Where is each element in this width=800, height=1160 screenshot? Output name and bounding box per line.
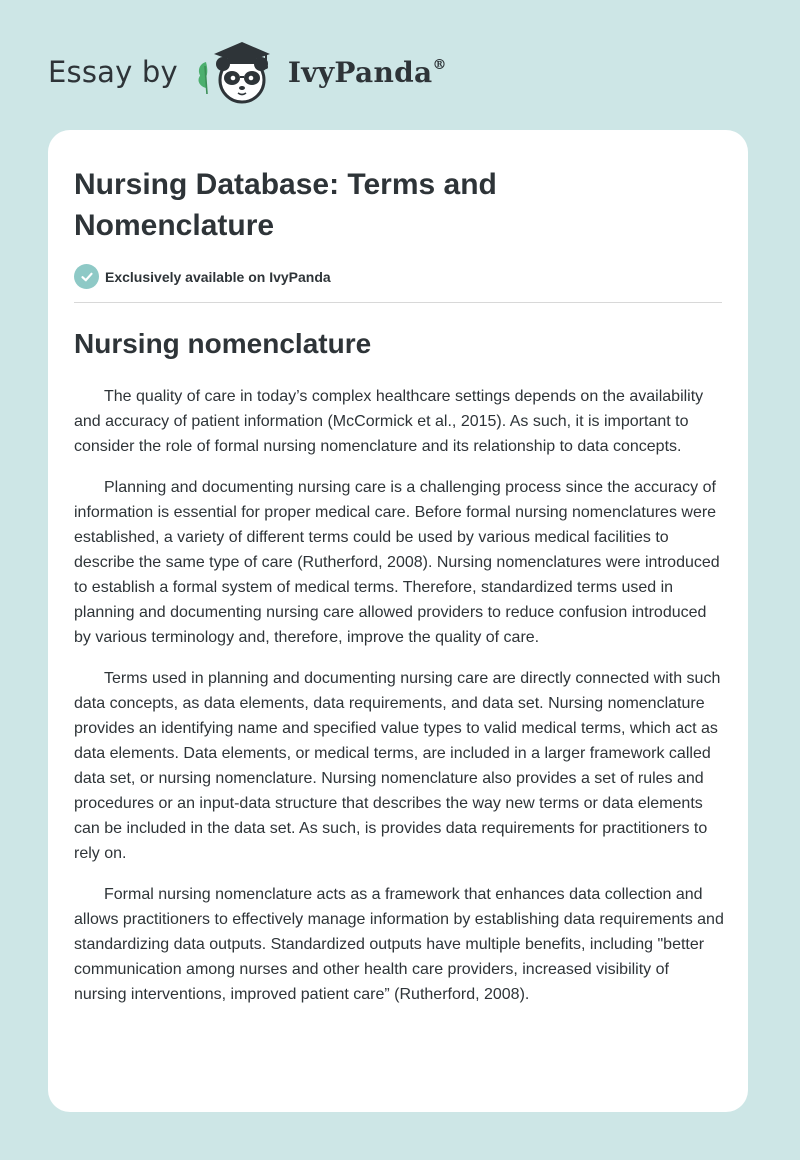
brand-prefix: Essay by xyxy=(48,55,178,89)
check-circle-icon xyxy=(74,264,99,289)
paragraph: Planning and documenting nursing care is a challenging process since the accuracy of information is essential for proper medical care. Before formal nursing nomenclatures were established, a variety of different terms could be used by various medical facilities to describe the same type of care (Rutherford, 2008). Nursing nomenclatures were introduced to establish a formal system of medical terms. Therefore, standardized terms used in planning and documenting nursing care allowed providers to reduce confusion introduced by various terminology and, therefore, improve the quality of care. xyxy=(74,479,720,646)
article-card xyxy=(48,130,748,1112)
paragraph: The quality of care in today’s complex healthcare settings depends on the availability and accuracy of patient information (McCormick et al., 2015). As such, it is important to consider the role of formal nursing nomenclature and its relationship to data concepts. xyxy=(74,388,704,455)
panda-graduate-icon xyxy=(194,36,284,108)
article-body xyxy=(74,384,724,1023)
paragraph: Terms used in planning and documenting nursing care are directly connected with such data concepts, as data elements, data requirements, and data set. Nursing nomenclature provides an identifying name and specified value types to valid medical terms, which act as data elements. Data elements, or medical terms, are included in a larger framework called data set, or nursing nomenclature. Nursing nomenclature also provides a set of rules and procedures or an input-data structure that describes the way new terms or data elements can be included in the data set. As such, is provides data requirements for practitioners to rely on. xyxy=(74,670,721,862)
brand-name: IvyPanda® xyxy=(287,55,447,89)
title-divider xyxy=(74,302,722,303)
registered-mark: ® xyxy=(432,57,447,74)
article-title: Nursing Database: Terms and Nomenclature xyxy=(74,168,497,242)
section-heading: Nursing nomenclature xyxy=(74,328,372,359)
paragraph: Formal nursing nomenclature acts as a framework that enhances data collection and allows practitioners to effectively manage information by establishing data requirements and standardizing data outputs. Standardized outputs have multiple benefits, including "better communication among nurses and other health care providers, increased visibility of nursing interventions, improved patient care” (Rutherford, 2008). xyxy=(74,886,724,1003)
brand-header xyxy=(48,36,447,108)
exclusive-badge xyxy=(74,264,331,289)
exclusive-badge-text: Exclusively available on IvyPanda xyxy=(105,268,331,285)
